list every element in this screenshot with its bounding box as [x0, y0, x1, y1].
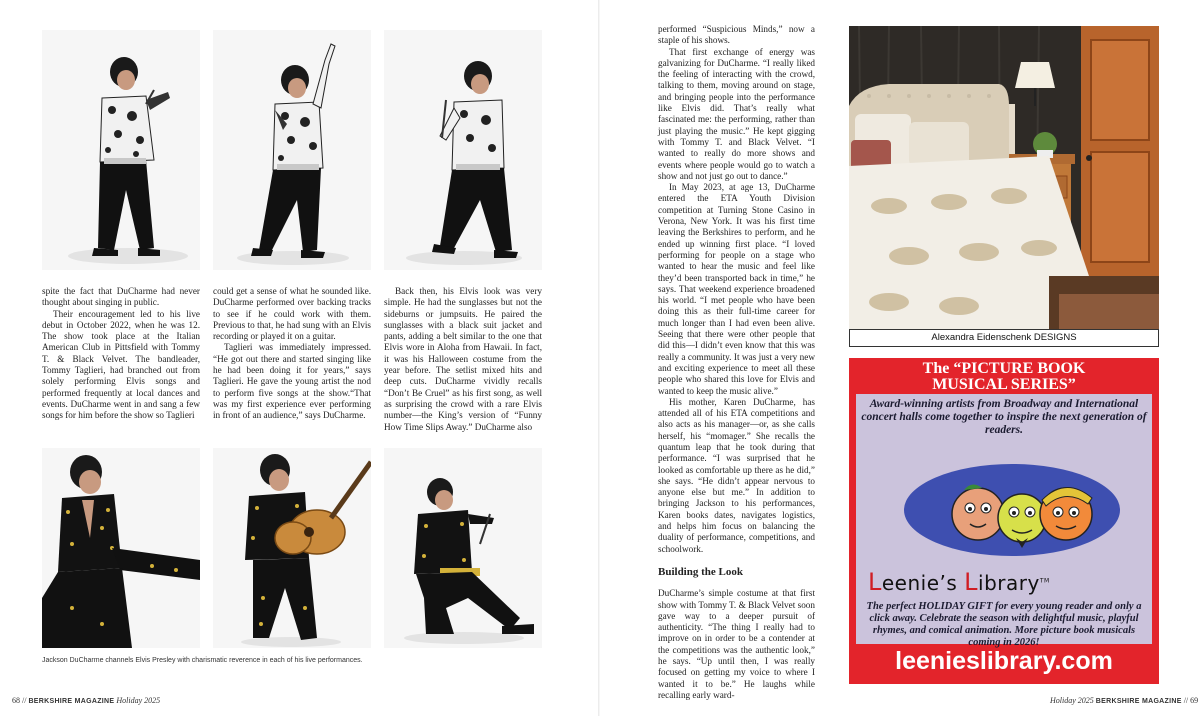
subhead: Building the Look — [658, 565, 743, 578]
paragraph: DuCharme’s simple costume at that first show with Tommy T. & Black Velvet soon gave way to a deeper pursuit of authenticity. “The thing I really had to improve on in order to be a contender at the competitions was the authentic look,” he says. “Up until then, I was really focused on getting my voice to where I wanted it to be.” He laughs while recalling early ward- — [658, 588, 815, 700]
folio-separator: // — [22, 696, 27, 705]
paragraph: Back then, his Elvis look was very simple. He had the sunglasses but not the sideburns or jumpsuits. He paired the sunglasses with a black suit jacket and pants, adding a belt similar to the one that Elvis wore in Aloha from Hawaii. In fact, it was his Halloween costume from the year before. The setlist mixed hits and deep cuts. DuCharme vividly recalls “Don’t Be Cruel” as his first song, as well as surprising the crowd with a rare Elvis number—the King’s version of “Funny How Time Slips Away.” DuCharme also — [384, 286, 542, 432]
ad-website-link[interactable]: leenieslibrary.com — [895, 647, 1113, 675]
paragraph: His mother, Karen DuCharme, has attended all of his ETA competitions and also acts as his manager—or, as she calls herself, his “momager.” She recalls the quantum leap that he took during that performance. “I was surprised that he looked as comfortable up there as he did,” she says. “He didn’t appear nervous to anyone else but me.” In addition to bringing Jackson to his performances, Karen books dates, navigates logistics, and helps him focus on balancing the duality of performance, competitions, and schoolwork. — [658, 396, 815, 554]
issue-name: Holiday 2025 — [116, 696, 161, 705]
ad-panel — [856, 394, 1152, 648]
elvis-photo-3 — [384, 30, 542, 270]
page-number: 68 — [12, 696, 20, 705]
paragraph: That first exchange of energy was galvanizing for DuCharme. “I really liked the feeling of interacting with the crowd, talking to them, moving around on stage, and bringing people into the performance like Elvis did. That’s really what fascinated me: the performing, rather than just playing the music.” He kept gigging with Tommy T. and Black Velvet. “I wanted to really do more shows and events where people would go to watch a show and not just go out to dance.” — [658, 46, 815, 181]
folio-separator: // — [1183, 696, 1189, 705]
trademark-mark: TM — [1039, 577, 1050, 585]
logo-initial: L — [868, 568, 882, 596]
paragraph: spite the fact that DuCharme had never thought about singing in public. — [42, 286, 200, 308]
magazine-name: BERKSHIRE MAGAZINE — [1095, 698, 1182, 705]
paragraph: performed “Suspicious Minds,” now a staple of his shows. — [658, 24, 815, 46]
leenies-library-ad[interactable] — [849, 358, 1159, 684]
elvis-photo-1 — [42, 30, 200, 270]
ad-tagline: Award-winning artists from Broadway and International concert halls come together to inspire the next generation of readers. — [861, 398, 1147, 436]
ad-body-copy: The perfect HOLIDAY GIFT for every young reader and only a click away. Celebrate the season with delightful music, playful rhymes, and comical animation. More picture book musicals coming in 2026! — [866, 601, 1142, 648]
paragraph: Taglieri was immediately impressed. “He got out there and started singing like he had been doing it for years,” says Taglieri. He gave the young artist the nod to perform five songs at the show.“That was my first experience ever performing in front of an audience,” says DuCharme. — [213, 342, 371, 421]
logo-initial: L — [964, 568, 979, 596]
page-folio-right — [1050, 696, 1198, 705]
elvis-photo-4 — [42, 448, 200, 648]
elvis-photo-6 — [384, 448, 542, 648]
logo-text: ibrary — [978, 571, 1040, 595]
article-column-4 — [658, 24, 815, 701]
ad-title-line1: The “PICTURE BOOK — [922, 360, 1086, 377]
article-column-2 — [213, 286, 371, 422]
page-folio-left — [12, 696, 160, 705]
paragraph: Their encouragement led to his live debut in October 2022, when he was 12. The show took place at the Italian American Club in Pittsfield with Tommy T. & Black Velvet. The bandleader, Tommy Taglieri, had branched out from solely performing Elvis songs and performed frequently at local dances and events. DuCharme went in and sang a few songs for him before the show so Taglieri — [42, 308, 200, 421]
issue-name: Holiday 2025 — [1050, 696, 1094, 705]
page-number: 69 — [1190, 696, 1199, 705]
bedroom-interior-photo — [849, 26, 1159, 329]
magazine-name: BERKSHIRE MAGAZINE — [28, 698, 115, 705]
elvis-photo-5 — [213, 448, 371, 648]
elvis-photo-2 — [213, 30, 371, 270]
photo-credit: Alexandra Eidenschenk DESIGNS — [849, 329, 1159, 347]
logo-text: eenie’s — [881, 571, 965, 595]
paragraph: In May 2023, at age 13, DuCharme entered the ETA Youth Division competition at Turning Stone Casino in Verona, New York. It was his first time leaving the Berkshires to perform, and he ended up winning first place. “I loved performing for people on a stage who wanted to hear the music and feel like they’d been transported back in time,” he says. That weekend experience broadened his world. “I met people who have been doing this as their full-time career for much longer than I had even been alive. Seeing that there were other people that did this—I didn’t even know that this was really a community. It was just a very new and exciting experience to meet all these people who shared this love for Elvis and wanted to keep the music alive.” — [658, 182, 815, 396]
photo-caption: Jackson DuCharme channels Elvis Presley with charismatic reverence in each of his live performances. — [42, 657, 363, 664]
leenies-library-logo — [868, 568, 1050, 596]
fruit-characters-illustration — [902, 452, 1122, 562]
article-column-3 — [384, 286, 542, 433]
paragraph: could get a sense of what he sounded like. DuCharme performed over backing tracks to see if he could work with them. Previous to that, he had sung with an Elvis recording or played it on a guitar. — [213, 286, 371, 342]
article-column-1 — [42, 286, 200, 422]
ad-title-line2: MUSICAL SERIES” — [932, 376, 1076, 393]
